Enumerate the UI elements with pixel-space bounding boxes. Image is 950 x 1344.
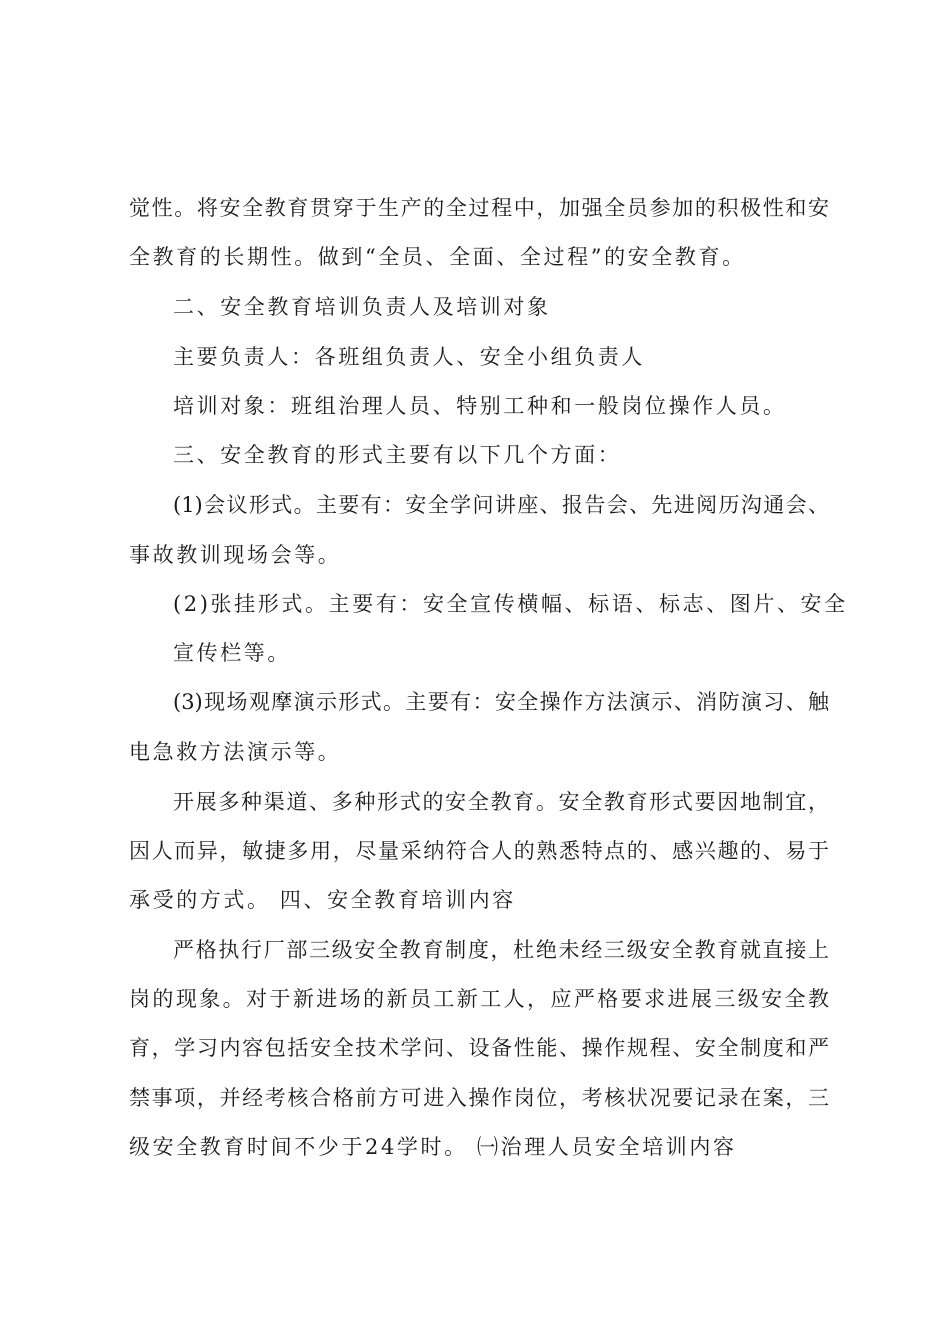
body-line: 育，学习内容包括安全技术学问、设备性能、操作规程、安全制度和严 (129, 1036, 829, 1060)
body-line: 严格执行厂部三级安全教育制度，杜绝未经三级安全教育就直接上 (173, 938, 829, 962)
body-line: 全教育的长期性。做到“全员、全面、全过程”的安全教育。 (129, 245, 746, 269)
body-line: 级安全教育时间不少于24学时。 ㈠治理人员安全培训内容 (129, 1135, 737, 1159)
body-line: 岗的现象。对于新进场的新员工新工人，应严格要求进展三级安全教 (129, 987, 829, 1011)
body-line: 因人而异，敏捷多用，尽量采纳符合人的熟悉特点的、感兴趣的、易于 (129, 839, 829, 863)
body-line: 培训对象：班组治理人员、特别工种和一般岗位操作人员。 (173, 394, 787, 418)
body-line: 主要负责人：各班组负责人、安全小组负责人 (173, 345, 645, 369)
list-item-line: 电急救方法演示等。 (129, 740, 342, 764)
body-line: 禁事项，并经考核合格前方可进入操作岗位，考核状况要记录在案，三 (129, 1086, 829, 1110)
body-line: 承受的方式。 四、安全教育培训内容 (129, 888, 516, 912)
list-item-line: 宣传栏等。 (173, 641, 291, 665)
section-heading-2: 二、安全教育培训负责人及培训对象 (173, 295, 551, 319)
body-line: 开展多种渠道、多种形式的安全教育。安全教育形式要因地制宜， (173, 790, 829, 814)
section-heading-3: 三、安全教育的形式主要有以下几个方面： (173, 443, 622, 467)
list-item-line: (1)会议形式。主要有：安全学问讲座、报告会、先进阅历沟通会、 (173, 493, 829, 517)
list-item-line: (2)张挂形式。主要有：安全宣传横幅、标语、标志、图片、安全 (173, 592, 848, 616)
list-item-line: 事故教训现场会等。 (129, 543, 342, 567)
body-line: 觉性。将安全教育贯穿于生产的全过程中，加强全员参加的积极性和安 (129, 196, 829, 220)
list-item-line: (3)现场观摩演示形式。主要有：安全操作方法演示、消防演习、触 (173, 690, 829, 714)
